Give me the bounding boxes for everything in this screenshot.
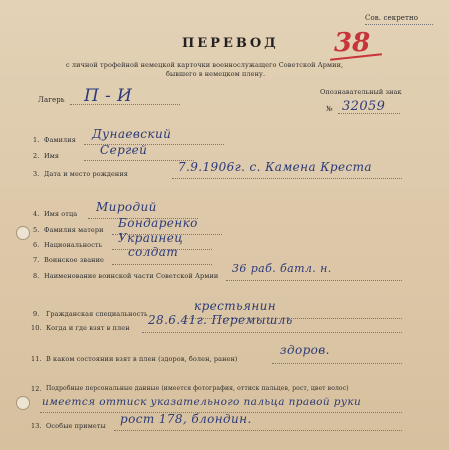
field-1-label: Фамилия (44, 136, 76, 144)
field-13-label: Особые приметы (46, 422, 106, 430)
punch-hole-bottom (16, 396, 30, 410)
field-6-label: Национальность (44, 241, 103, 249)
id-value: 32059 (342, 99, 386, 114)
field-7-num: 7. (33, 256, 40, 264)
field-13-num: 13. (31, 422, 42, 430)
field-5-label: Фамилия матери (44, 226, 104, 234)
field-8-value: 36 раб. батл. н. (232, 262, 332, 275)
field-7-value: солдат (128, 245, 179, 259)
field-12-label: Подробные персональные данные (имеется фотография, оттиск пальцев, рост, цвет волос) (46, 385, 349, 392)
field-10-num: 10. (31, 324, 42, 332)
field-5-num: 5. (33, 226, 40, 234)
field-3-label: Дата и место рождения (44, 170, 128, 178)
camp-value: П - И (84, 86, 133, 106)
field-6-value: Украинец (118, 231, 183, 245)
field-11-num: 11. (31, 355, 42, 363)
id-label: Опознавательный знак (320, 88, 402, 96)
field-3-value: 7.9.1906г. с. Камена Креста (178, 160, 372, 174)
field-13-value: рост 178, блондин. (120, 412, 252, 426)
field-3-num: 3. (33, 170, 40, 178)
field-4-label: Имя отца (44, 210, 78, 218)
field-2-value: Сергей (100, 143, 148, 157)
field-6-num: 6. (33, 241, 40, 249)
field-1-num: 1. (33, 136, 40, 144)
field-2-label: Имя (44, 152, 60, 160)
camp-label: Лагерь (38, 96, 65, 104)
field-9-value: крестьянин (194, 299, 277, 313)
field-7-label: Воинское звание (44, 256, 104, 264)
classification-label: Сов. секретно (365, 14, 419, 22)
field-11-label: В каком состоянии взят в плен (здоров, болен, ранен) (46, 355, 238, 363)
field-10-label: Когда и где взят в плен (46, 324, 130, 332)
field-4-num: 4. (33, 210, 40, 218)
punch-hole-top (16, 226, 30, 240)
field-10-value: 28.6.41г. Перемышль (148, 313, 293, 327)
field-2-num: 2. (33, 152, 40, 160)
stamp-number: 38 (334, 28, 371, 58)
field-1-value: Дунаевский (92, 127, 172, 141)
field-11-value: здоров. (280, 343, 330, 357)
field-8-num: 8. (33, 272, 40, 280)
field-5-value: Бондаренко (118, 216, 198, 230)
id-prefix: № (326, 105, 333, 113)
field-12-num: 12. (31, 385, 42, 393)
subtitle-line-2: бывшего в немецком плену. (166, 70, 266, 78)
page-title: ПЕРЕВОД (182, 36, 279, 51)
field-9-num: 9. (33, 310, 40, 318)
field-4-value: Миродий (96, 200, 157, 214)
field-12-value: имеется оттиск указательного пальца правой руки (42, 396, 362, 408)
field-9-label: Гражданская специальность (46, 310, 148, 318)
field-8-label: Наименование воинской части Советской Армии (44, 272, 219, 280)
subtitle-line-1: с личной трофейной немецкой карточки военнослужащего Советской Армии, (66, 61, 344, 69)
